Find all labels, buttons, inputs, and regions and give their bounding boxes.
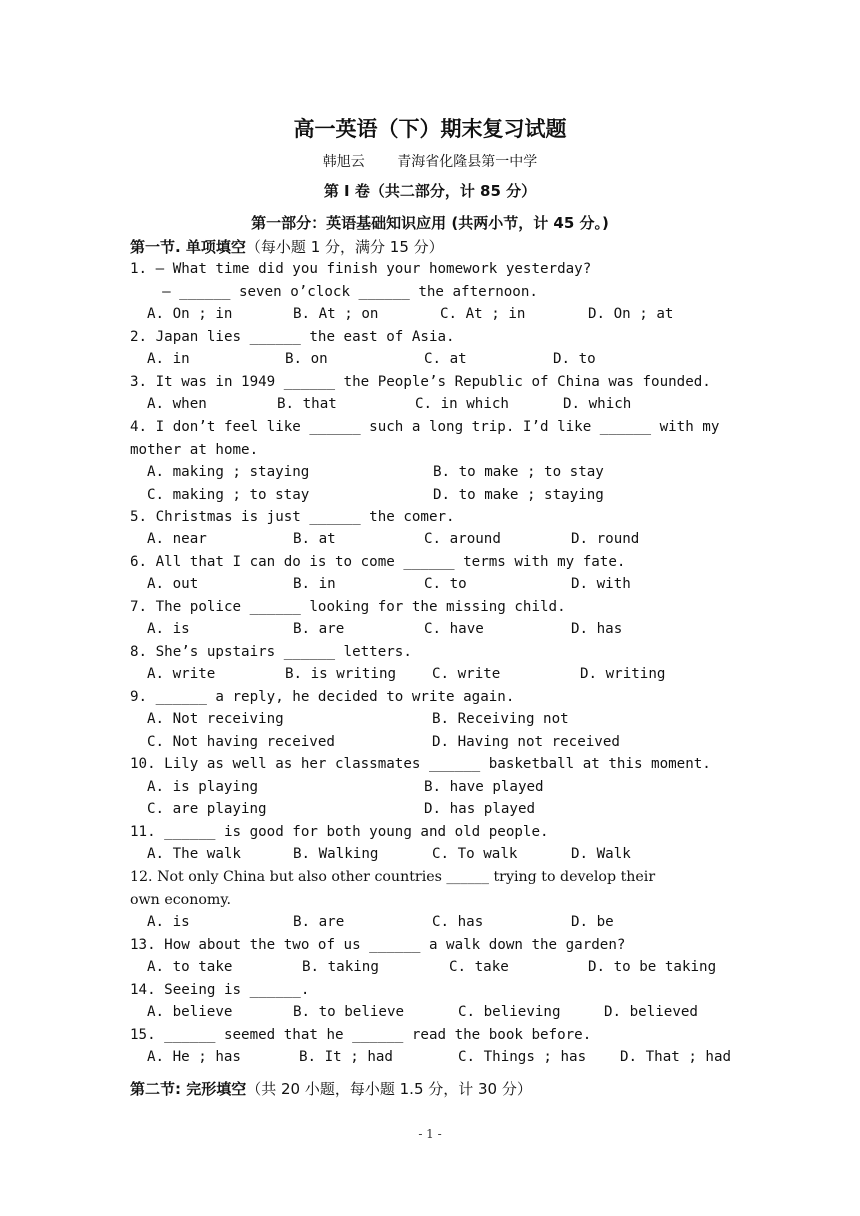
option-a: A. is	[147, 914, 190, 930]
option-b: B. taking	[302, 959, 379, 975]
option-a: A. Not receiving	[147, 711, 284, 727]
question-1-stem-line: — ______ seven o’clock ______ the afternoon.	[145, 284, 538, 300]
option-d: D. That ; had	[620, 1049, 732, 1065]
option-a: A. On ; in	[147, 306, 233, 322]
question-11-stem-line: 11. ______ is good for both young and old people.	[130, 824, 549, 840]
option-d: D. to be taking	[588, 959, 717, 975]
option-c: C. At ; in	[440, 306, 526, 322]
option-b: B. at	[293, 531, 336, 547]
option-b: B. At ; on	[293, 306, 379, 322]
section1-label: 第一节. 单项填空	[130, 238, 246, 256]
page-number: - 1 -	[418, 1127, 442, 1141]
question-5-stem-line: 5. Christmas is just ______ the comer.	[130, 509, 455, 525]
option-c: C. Not having received	[147, 734, 335, 750]
option-b: B. are	[293, 621, 345, 637]
option-d: D. with	[571, 576, 631, 592]
section2-heading	[130, 1078, 532, 1099]
question-9-stem-line: 9. ______ a reply, he decided to write again.	[130, 689, 515, 705]
question-2-stem-line: 2. Japan lies ______ the east of Asia.	[130, 329, 455, 345]
question-7-stem-line: 7. The police ______ looking for the missing child.	[130, 599, 566, 615]
question-10-stem-line: 10. Lily as well as her classmates ______ basketball at this moment.	[130, 756, 711, 772]
section2-label: 第二节: 完形填空	[130, 1080, 247, 1098]
option-d: D. round	[571, 531, 640, 547]
option-b: B. It ; had	[299, 1049, 393, 1065]
option-c: C. around	[424, 531, 501, 547]
option-d: D. has	[571, 621, 623, 637]
option-c: C. are playing	[147, 801, 267, 817]
section2-note: （共 20 小题，每小题 1.5 分，计 30 分）	[246, 1080, 532, 1098]
question-1-stem-line: 1. — What time did you finish your homework yesterday?	[130, 261, 592, 277]
option-d: D. On ; at	[588, 306, 674, 322]
volume-heading: 第 I 卷（共二部分，计 85 分）	[323, 182, 537, 200]
option-c: C. Things ; has	[458, 1049, 587, 1065]
option-d: D. writing	[580, 666, 666, 682]
option-a: A. when	[147, 396, 207, 412]
option-a: A. is playing	[147, 779, 259, 795]
option-a: A. in	[147, 351, 190, 367]
option-b: B. is writing	[285, 666, 397, 682]
question-12-stem-line: 12. Not only China but also other countries ______ trying to develop their	[130, 869, 656, 885]
option-a: A. is	[147, 621, 190, 637]
author-name: 韩旭云	[322, 154, 365, 170]
question-6-stem-line: 6. All that I can do is to come ______ terms with my fate.	[130, 554, 626, 570]
question-3-stem-line: 3. It was in 1949 ______ the People’s Republic of China was founded.	[130, 374, 711, 390]
option-c: C. to	[424, 576, 467, 592]
section1-note: （每小题 1 分，满分 15 分）	[245, 238, 444, 256]
option-b: B. are	[293, 914, 345, 930]
option-c: C. To walk	[432, 846, 518, 862]
question-8-stem-line: 8. She’s upstairs ______ letters.	[130, 644, 412, 660]
option-b: B. have played	[424, 779, 544, 795]
option-d: D. which	[563, 396, 632, 412]
option-b: B. in	[293, 576, 336, 592]
option-c: C. at	[424, 351, 467, 367]
option-a: A. The walk	[147, 846, 241, 862]
option-b: B. on	[285, 351, 328, 367]
option-b: B. to believe	[293, 1004, 405, 1020]
part1-heading: 第一部分：英语基础知识应用 (共两小节，计 45 分。)	[251, 214, 609, 232]
option-d: D. be	[571, 914, 614, 930]
option-b: B. to make ; to stay	[433, 464, 604, 480]
question-15-stem-line: 15. ______ seemed that he ______ read the book before.	[130, 1027, 592, 1043]
option-c: C. write	[432, 666, 501, 682]
option-c: C. believing	[458, 1004, 561, 1020]
option-a: A. believe	[147, 1004, 233, 1020]
option-c: C. making ; to stay	[147, 487, 310, 503]
option-c: C. have	[424, 621, 484, 637]
option-c: C. take	[449, 959, 509, 975]
page-title: 高一英语（下）期末复习试题	[293, 117, 567, 141]
question-4-stem-line: mother at home.	[130, 442, 259, 458]
option-d: D. to make ; staying	[433, 487, 604, 503]
author-line	[0, 151, 860, 171]
option-b: B. Receiving not	[432, 711, 569, 727]
option-d: D. Walk	[571, 846, 631, 862]
question-12-stem-line: own economy.	[130, 892, 231, 908]
question-4-stem-line: 4. I don’t feel like ______ such a long trip. I’d like ______ with my	[130, 419, 720, 435]
option-a: A. He ; has	[147, 1049, 241, 1065]
question-14-stem-line: 14. Seeing is ______.	[130, 982, 310, 998]
section1-heading	[130, 236, 444, 257]
option-a: A. making ; staying	[147, 464, 310, 480]
option-d: D. has played	[424, 801, 536, 817]
option-b: B. Walking	[293, 846, 379, 862]
option-a: A. to take	[147, 959, 233, 975]
option-d: D. to	[553, 351, 596, 367]
option-b: B. that	[277, 396, 337, 412]
option-c: C. in which	[415, 396, 509, 412]
option-d: D. Having not received	[432, 734, 620, 750]
option-c: C. has	[432, 914, 484, 930]
option-a: A. out	[147, 576, 199, 592]
option-a: A. write	[147, 666, 216, 682]
option-a: A. near	[147, 531, 207, 547]
option-d: D. believed	[604, 1004, 698, 1020]
school-name: 青海省化隆县第一中学	[397, 154, 538, 170]
question-13-stem-line: 13. How about the two of us ______ a walk down the garden?	[130, 937, 626, 953]
